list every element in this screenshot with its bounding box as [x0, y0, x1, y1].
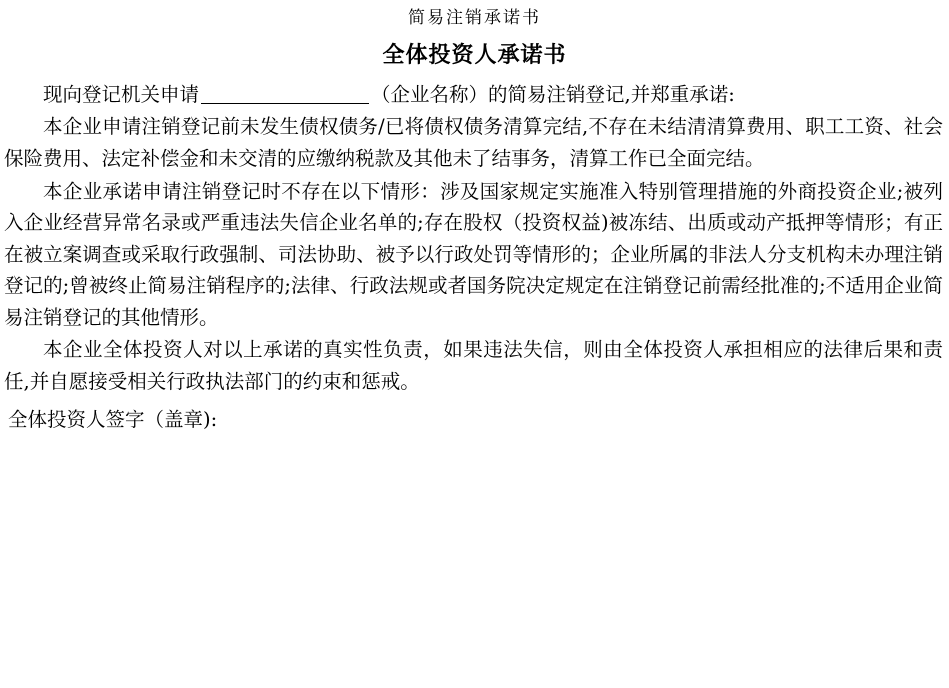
signature-label: 全体投资人签字（盖章): — [8, 407, 218, 431]
intro-text-before-blank: 现向登记机关申请 — [43, 82, 200, 106]
paragraph-intro — [4, 79, 943, 111]
intro-text-after-blank: （企业名称）的简易注销登记,并郑重承诺: — [371, 82, 735, 106]
paragraph-conditions: 本企业承诺申请注销登记时不存在以下情形：涉及国家规定实施准入特别管理措施的外商投资企业;被列入企业经营异常名录或严重违法失信企业名单的;存在股权（投资权益)被冻结、出质或动产抵押等情形；有正在被立案调查或采取行政强制、司法协助、被予以行政处罚等情形的；企业所属的非法人分支机构未办理注销登记的;曾被终止简易注销程序的;法律、行政法规或者国务院决定规定在注销登记前需经批准的;不适用企业简易注销登记的其他情形。 — [4, 179, 943, 329]
paragraph-responsibility: 本企业全体投资人对以上承诺的真实性负责，如果违法失信，则由全体投资人承担相应的法律后果和责任,并自愿接受相关行政执法部门的约束和惩戒。 — [4, 338, 943, 393]
document-body — [0, 79, 949, 435]
document-page — [0, 8, 949, 688]
document-header-label: 简易注销承诺书 — [408, 8, 541, 28]
company-name-blank — [201, 103, 369, 104]
paragraph-debt-settlement: 本企业申请注销登记前未发生债权债务/已将债权债务清算完结,不存在未结清清算费用、职工工资、社会保险费用、法定补偿金和未交清的应缴纳税款及其他未了结事务，清算工作已全面完结。 — [4, 115, 943, 170]
document-title: 全体投资人承诺书 — [382, 42, 567, 69]
